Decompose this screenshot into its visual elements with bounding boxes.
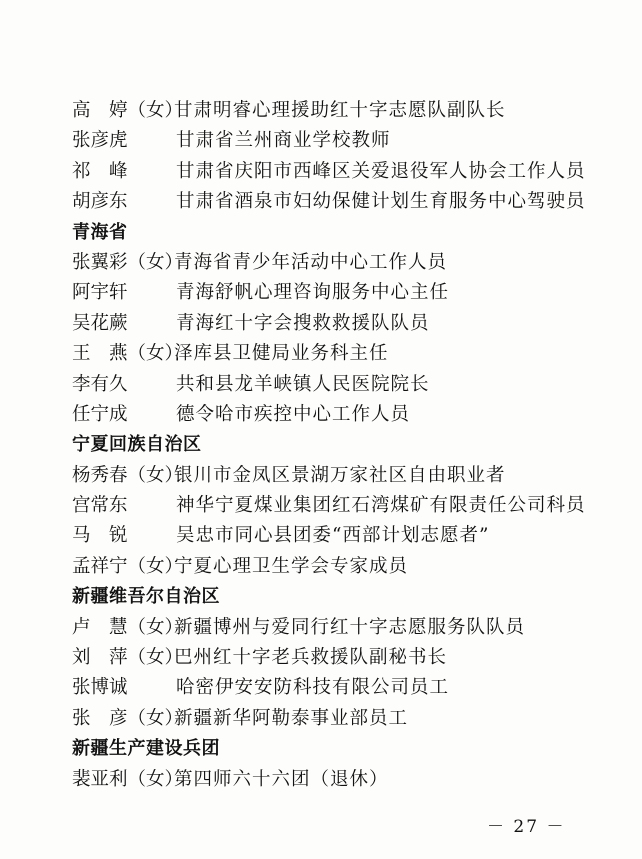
region-heading: 青海省 (72, 221, 128, 243)
honoree-list (0, 96, 642, 795)
honoree-row (0, 339, 642, 369)
honoree-affiliation: 哈密伊安安防科技有限公司员工 (176, 677, 450, 699)
honoree-row (0, 552, 642, 582)
honoree-affiliation: 共和县龙羊峡镇人民医院院长 (176, 373, 430, 395)
honoree-affiliation: 新疆博州与爱同行红十字志愿服务队队员 (174, 616, 526, 638)
honoree-name: 卢 慧（女） (72, 616, 184, 638)
honoree-name: 吴花蕨 (72, 312, 128, 334)
honoree-name: 任宁成 (72, 403, 128, 425)
honoree-affiliation: 第四师六十六团（退休） (174, 768, 389, 790)
honoree-name: 宫常东 (72, 495, 128, 517)
honoree-row (0, 126, 642, 156)
honoree-affiliation: 神华宁夏煤业集团红石湾煤矿有限责任公司科员 (176, 495, 586, 517)
honoree-row (0, 96, 642, 126)
honoree-affiliation: 银川市金凤区景湖万家社区自由职业者 (174, 464, 506, 486)
honoree-row (0, 765, 642, 795)
honoree-row (0, 461, 642, 491)
honoree-affiliation: 宁夏心理卫生学会专家成员 (174, 555, 409, 577)
honoree-affiliation: 甘肃省庆阳市西峰区关爱退役军人协会工作人员 (176, 160, 586, 182)
honoree-affiliation: 吴忠市同心县团委“西部计划志愿者” (176, 525, 490, 547)
honoree-name: 杨秀春（女） (72, 464, 184, 486)
honoree-affiliation: 泽库县卫健局业务科主任 (174, 343, 389, 365)
honoree-row (0, 521, 642, 551)
region-heading: 新疆生产建设兵团 (72, 738, 220, 760)
honoree-affiliation: 青海红十字会搜救救援队队员 (176, 312, 430, 334)
honoree-affiliation: 青海省青少年活动中心工作人员 (174, 251, 448, 273)
honoree-row (0, 278, 642, 308)
honoree-name: 阿宇轩 (72, 282, 128, 304)
honoree-row (0, 309, 642, 339)
honoree-name: 刘 萍（女） (72, 647, 184, 669)
honoree-row (0, 400, 642, 430)
page-number: － 27 － (487, 817, 566, 837)
honoree-affiliation: 甘肃省兰州商业学校教师 (176, 130, 391, 152)
honoree-row (0, 673, 642, 703)
honoree-affiliation: 德令哈市疾控中心工作人员 (176, 403, 411, 425)
honoree-row (0, 491, 642, 521)
honoree-row (0, 613, 642, 643)
region-heading: 新疆维吾尔自治区 (72, 586, 220, 608)
honoree-name: 王 燕（女） (72, 343, 184, 365)
honoree-name: 张博诚 (72, 677, 128, 699)
honoree-row (0, 704, 642, 734)
honoree-name: 张翼彩（女） (72, 251, 184, 273)
honoree-name: 裴亚利（女） (72, 768, 184, 790)
region-heading: 宁夏回族自治区 (72, 434, 202, 456)
honoree-name: 张 彦（女） (72, 707, 184, 729)
honoree-name: 张彦虎 (72, 130, 128, 152)
honoree-row (0, 157, 642, 187)
honoree-name: 马 锐 (72, 525, 128, 547)
honoree-affiliation: 新疆新华阿勒泰事业部员工 (174, 707, 409, 729)
honoree-name: 胡彦东 (72, 191, 128, 213)
honoree-row (0, 187, 642, 217)
honoree-name: 孟祥宁（女） (72, 555, 184, 577)
honoree-row (0, 370, 642, 400)
honoree-affiliation: 甘肃明睿心理援助红十字志愿队副队长 (174, 100, 506, 121)
honoree-affiliation: 巴州红十字老兵救援队副秘书长 (174, 647, 448, 669)
honoree-affiliation: 青海舒帆心理咨询服务中心主任 (176, 282, 450, 304)
honoree-affiliation: 甘肃省酒泉市妇幼保健计划生育服务中心驾驶员 (176, 191, 586, 213)
honoree-row (0, 248, 642, 278)
honoree-name: 李有久 (72, 373, 128, 395)
honoree-name: 祁 峰 (72, 160, 128, 182)
honoree-row (0, 643, 642, 673)
honoree-name: 高 婷（女） (72, 100, 184, 121)
